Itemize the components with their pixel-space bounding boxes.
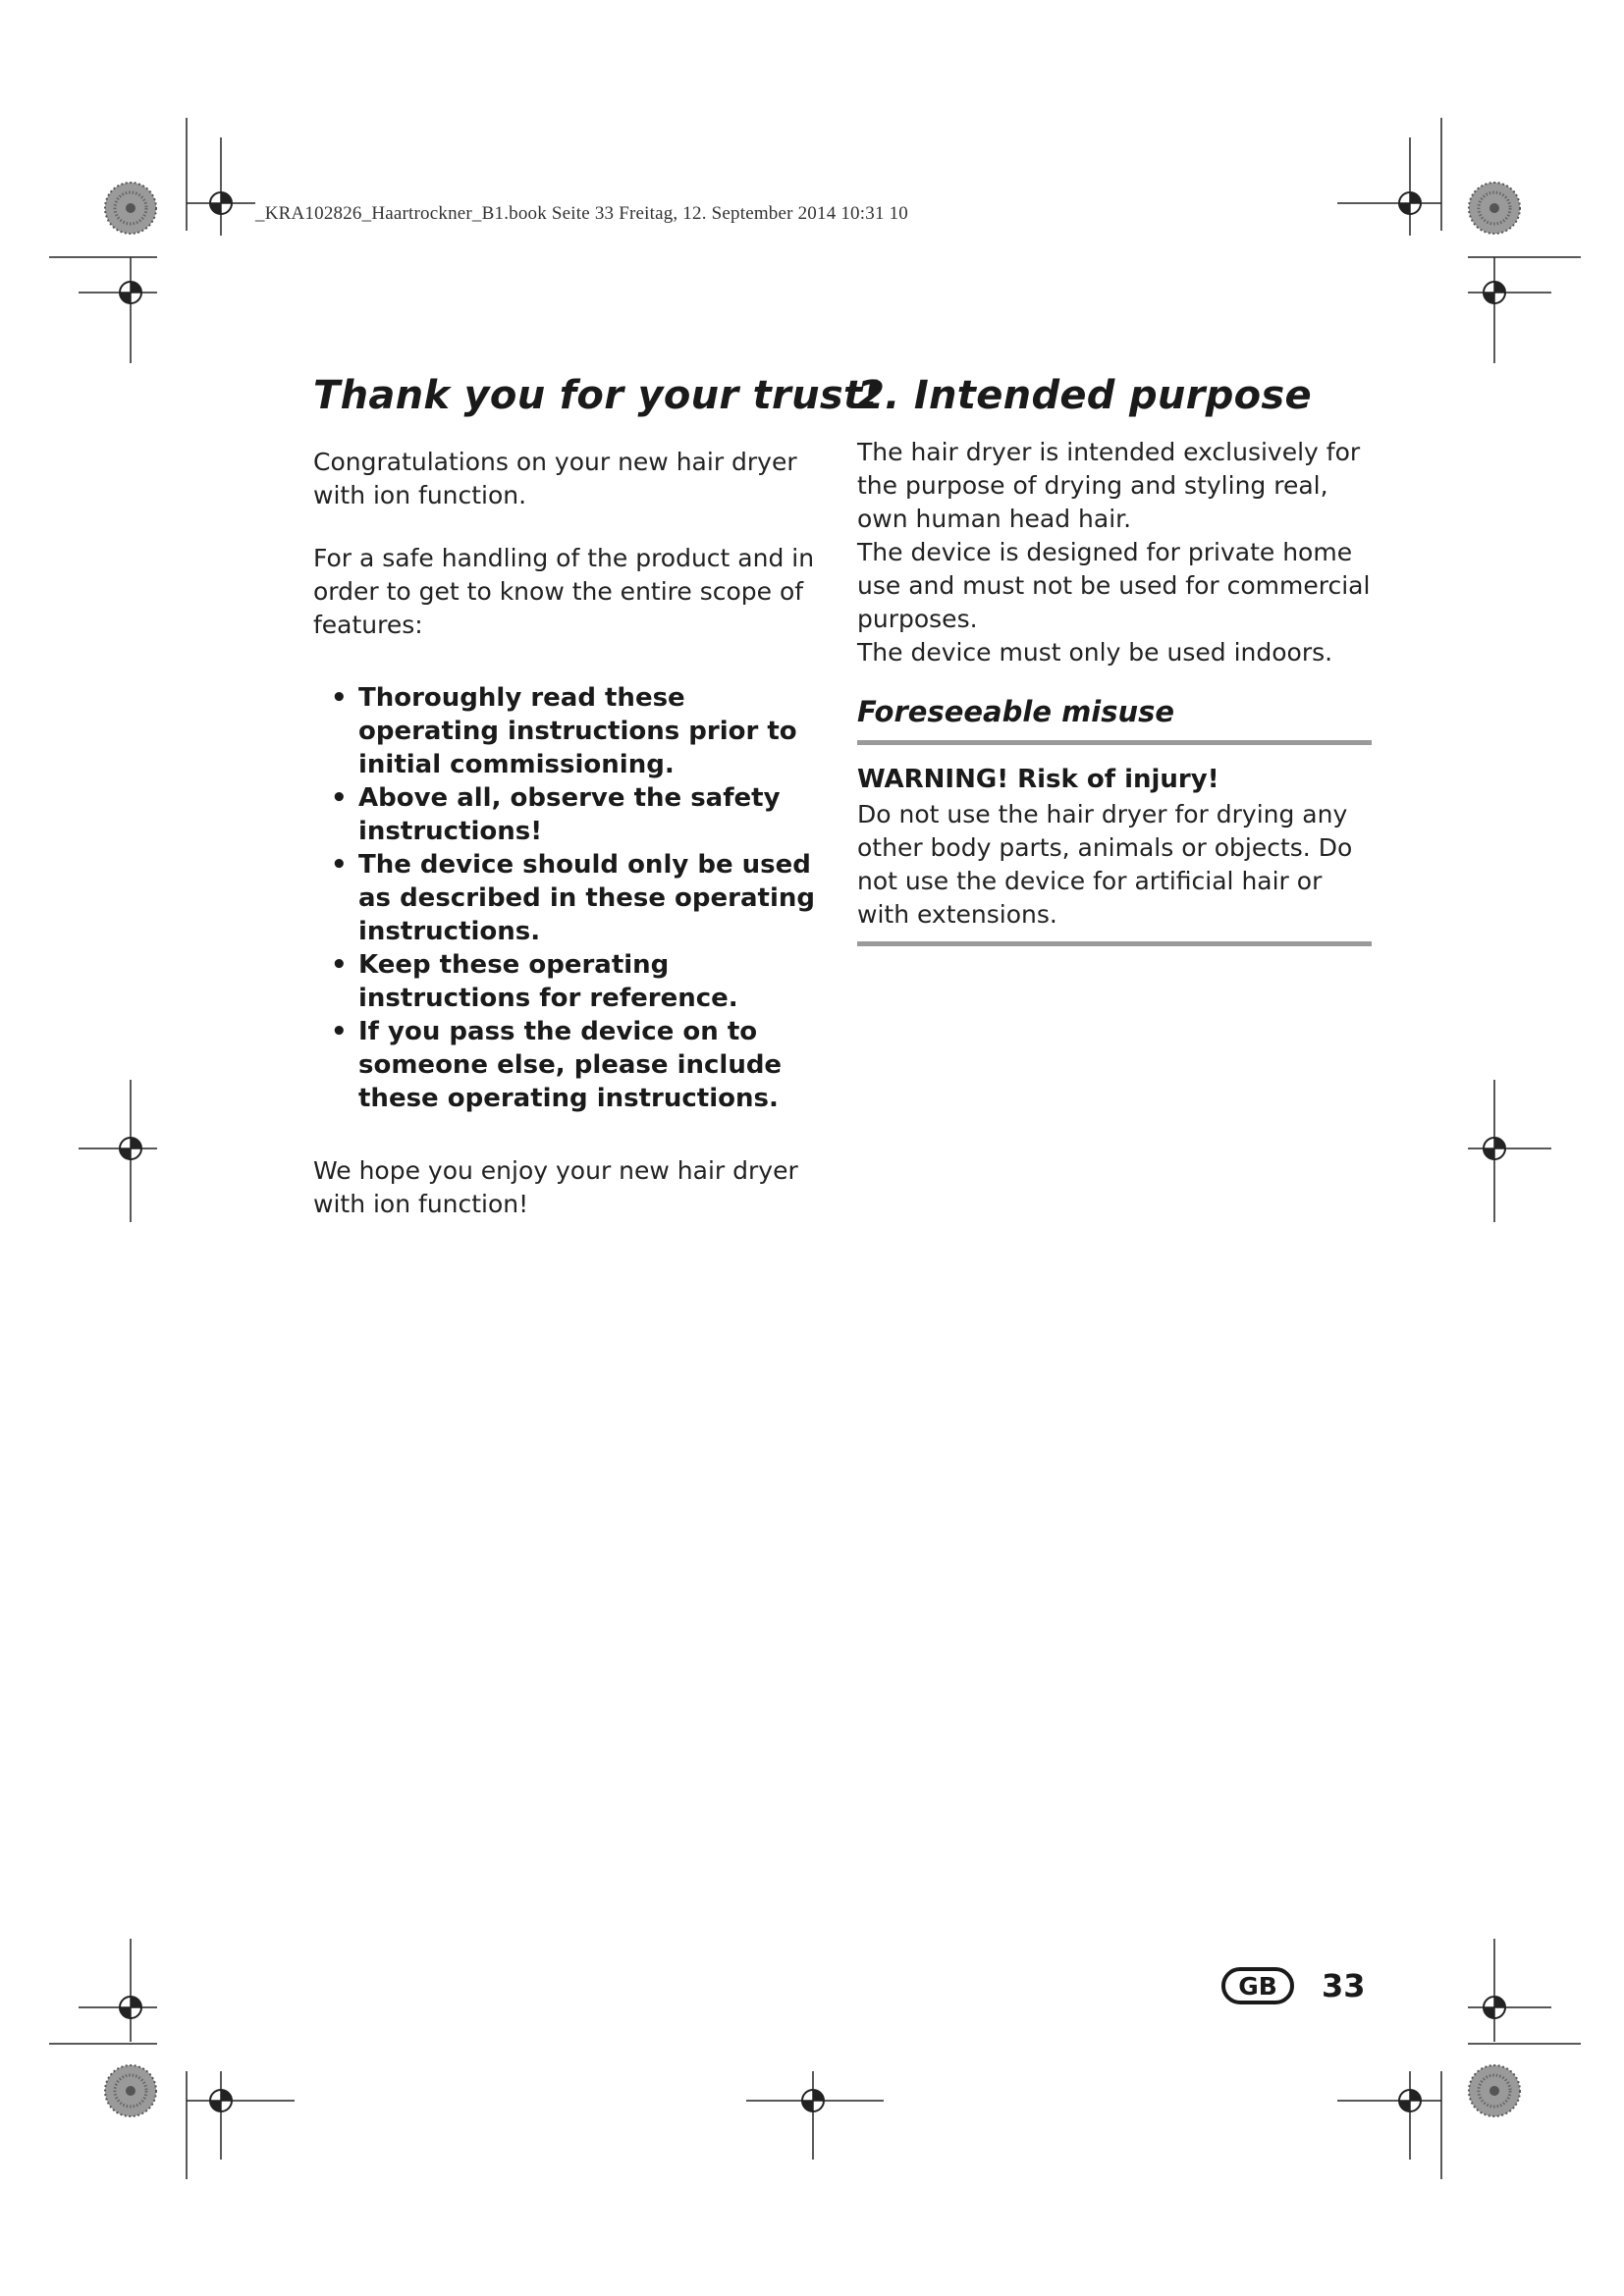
sunburst-mark-bottom-right: [1469, 2065, 1520, 2116]
list-item: • Above all, observe the safety instructions!: [331, 783, 781, 846]
private-use-paragraph: The device is designed for private home use and must not be used for commercial purposes.: [857, 538, 1371, 633]
closing-paragraph: We hope you enjoy your new hair dryer with ion function!: [313, 1156, 798, 1218]
indoors-paragraph: The device must only be used indoors.: [857, 638, 1333, 667]
left-column: [313, 373, 881, 1221]
divider: [857, 941, 1372, 946]
thank-you-heading: Thank you for your trust!: [313, 373, 881, 418]
language-badge: GB: [1221, 1967, 1294, 2004]
sunburst-mark-top-left: [105, 183, 156, 234]
foreseeable-misuse-heading: Foreseeable misuse: [857, 695, 1175, 728]
safe-handling-paragraph: For a safe handling of the product and in order to get to know the entire scope of features:: [313, 544, 815, 639]
crosshair-mark: [120, 1997, 141, 2018]
page-number: 33: [1322, 1967, 1366, 2004]
crosshair-mark: [210, 2090, 232, 2111]
sunburst-mark-top-right: [1469, 183, 1520, 234]
right-column: [857, 373, 1372, 946]
print-file-header: _KRA102826_Haartrockner_B1.book Seite 33 Freitag, 12. September 2014 10:31 10: [255, 203, 908, 224]
crosshair-mark: [802, 2090, 824, 2111]
list-item: • If you pass the device on to someone else, please include these operating instructions.: [331, 1017, 783, 1113]
list-item: • Thoroughly read these operating instructions prior to initial commissioning.: [331, 683, 797, 779]
crosshair-mark: [1399, 2090, 1421, 2111]
crosshair-mark: [1399, 192, 1421, 214]
warning-title: WARNING! Risk of injury!: [857, 765, 1219, 794]
purpose-paragraph: The hair dryer is intended exclusively for the purpose of drying and styling real, own human head hair.: [857, 438, 1361, 533]
congratulations-paragraph: Congratulations on your new hair dryer with ion function.: [313, 448, 797, 509]
list-item: • The device should only be used as described in these operating instructions.: [331, 850, 815, 946]
crosshair-mark: [1484, 1138, 1505, 1159]
warning-box: [857, 740, 1372, 946]
crosshair-mark: [120, 1138, 141, 1159]
intended-purpose-heading: 2. Intended purpose: [857, 373, 1312, 418]
crosshair-mark: [210, 192, 232, 214]
list-item: • Keep these operating instructions for reference.: [331, 950, 738, 1013]
sunburst-mark-bottom-left: [105, 2065, 156, 2116]
warning-text: Do not use the hair dryer for drying any other body parts, animals or objects. Do not use the device for artificial hair or with extensions.: [857, 800, 1353, 929]
crosshair-mark: [120, 282, 141, 303]
crosshair-mark: [1484, 1997, 1505, 2018]
page-footer: [1221, 1961, 1366, 2010]
divider: [857, 740, 1372, 745]
crosshair-mark: [1484, 282, 1505, 303]
instruction-bullet-list: [313, 681, 834, 1115]
